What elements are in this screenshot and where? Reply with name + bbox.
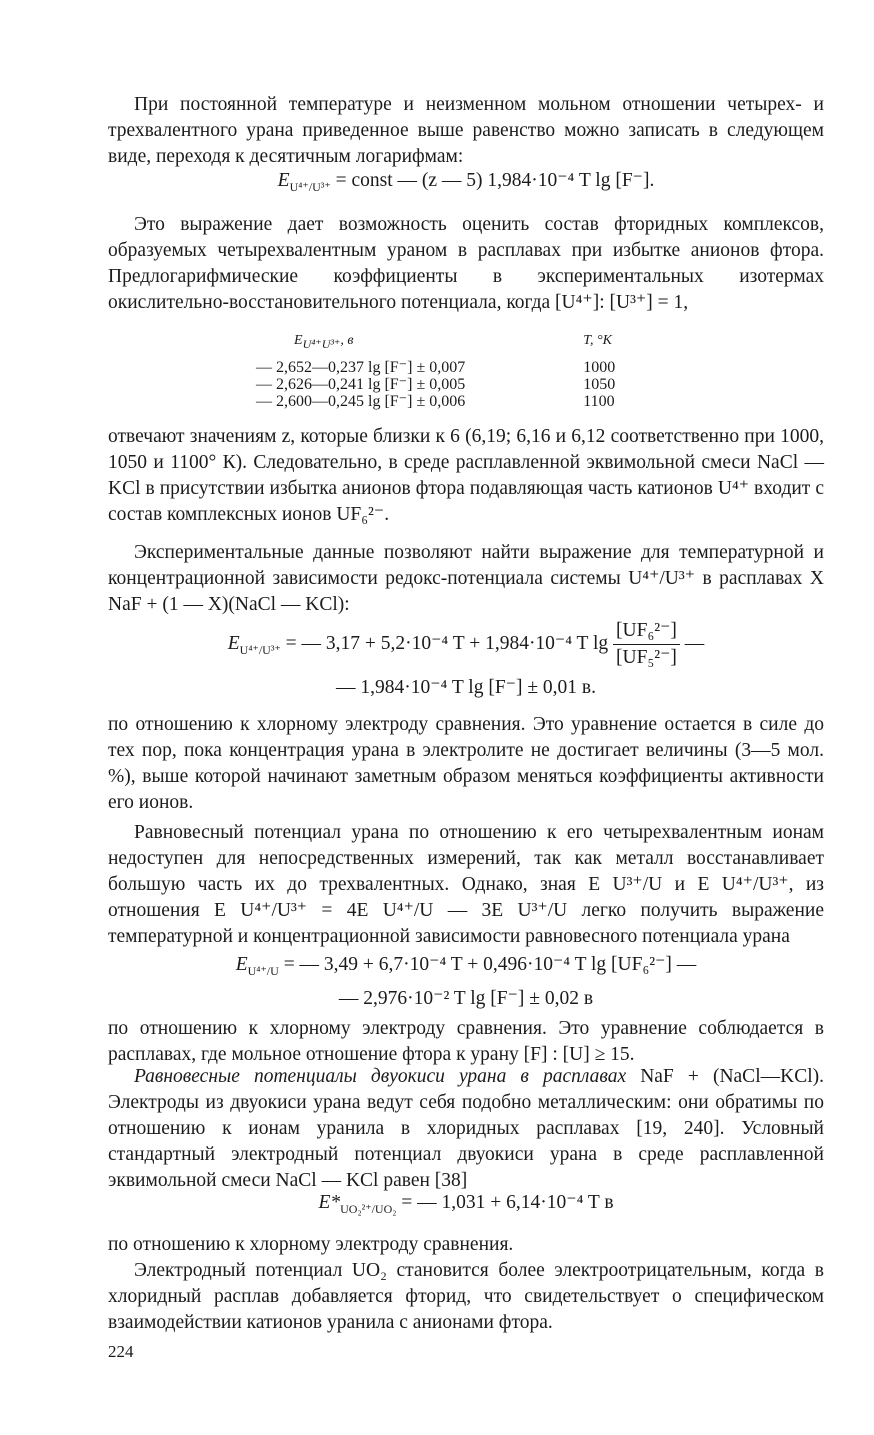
table-header-potential: $E_{U^{4+}U^{3+}}$, в [294, 333, 354, 351]
isotherm-table-block [108, 332, 824, 410]
isotherm-table [256, 332, 615, 410]
paragraph-7-block [108, 1016, 824, 1068]
equation-2-line-2: — 1,984·10⁻⁴ T lg [F⁻] ± 0,01 в. [336, 677, 596, 698]
paragraph-4: Экспериментальные данные позволяют найти выражение для температурной и концентрационной зависимости редокс-потенциала системы U⁴⁺/U³⁺ в расплавах X NaF + (1 — X)(NaCl — KCl): [108, 542, 824, 615]
paragraph-3: отвечают значениям z, которые близки к 6 (6,19; 6,16 и 6,12 соответственно при 1000, 1050 и 1100° К). Следовательно, в среде расплавленной эквимольной смеси NaCl — KCl в присутствии избытка анионов фтора подавляющая часть катионов U⁴⁺ входит с состав комплексных ионов UF₆²⁻. [108, 426, 824, 525]
paragraph-9: по отношению к хлорному электроду сравнения. [108, 1234, 514, 1255]
paragraph-10: Электродный потенциал UO₂ становится более электроотрицательным, когда в хлоридный расплав добавляется фторид, что свидетельствует о специфическом взаимодействии катионов уранила с анионами фтора. [108, 1260, 824, 1333]
table-header-row [256, 332, 615, 359]
paragraph-5-block [108, 712, 824, 816]
table-cell-expr: — 2,652—0,237 lg [F⁻] ± 0,007 [256, 359, 466, 376]
equation-3-line-2: — 2,976·10⁻² T lg [F⁻] ± 0,02 в [338, 988, 594, 1009]
eq1-rhs: = const — (z — 5) 1,984·10⁻⁴ T lg [F⁻]. [330, 170, 655, 191]
paragraph-8-block [108, 1064, 824, 1194]
paragraph-1: При постоянной температуре и неизменном мольном отношении четырех- и трехвалентного урана приведенное выше равенство можно записать в следующем виде, переходя к десятичным логарифмам: [108, 94, 824, 167]
paragraph-2: Это выражение дает возможность оценить состав фторидных комплексов, образуемых четырехвалентным ураном в расплавах при избытке анионов фтора. Предлогарифмические коэффициенты в экспериментальных изотермах окислительно-восстановительного потенциала, когда [U⁴⁺]: [U³⁺] = 1, [108, 214, 824, 313]
equation-4: $E*_{UO_2^{2+}/UO_2}$ = — 1,031 + 6,14·10⁻⁴ T в [318, 1192, 614, 1216]
table-cell-expr: — 2,626—0,241 lg [F⁻] ± 0,005 [256, 376, 466, 393]
section-run-in-heading: Равновесные потенциалы двуокиси урана в расплавах [134, 1066, 627, 1087]
equation-1 [108, 168, 824, 194]
paragraph-1-block [108, 92, 824, 170]
table-cell-temp: 1000 [583, 359, 616, 376]
table-cell-temp: 1100 [583, 393, 615, 410]
equation-1-block [108, 168, 824, 194]
paragraph-6-block [108, 820, 824, 950]
table-row [256, 359, 615, 376]
paragraph-3-block [108, 424, 824, 528]
paragraph-4-block [108, 540, 824, 618]
eq2-fraction: $\frac{\text{[UF₆²⁻]}}{\text{[UF₅²⁻]}}$ [613, 618, 680, 671]
paragraph-9-block [108, 1232, 824, 1258]
table-row [256, 376, 615, 393]
table-header-temperature: T, °K [583, 333, 612, 348]
table-cell-temp: 1050 [583, 376, 616, 393]
paragraph-5: по отношению к хлорному электроду сравнения. Это уравнение остается в силе до тех пор, пока концентрация урана в электролите не достигает величины (3—5 мол. %), выше которой начинают заметным образом меняться коэффициенты активности его ионов. [108, 714, 824, 813]
table-cell-expr: — 2,600—0,245 lg [F⁻] ± 0,006 [256, 393, 466, 410]
equation-4-block [108, 1190, 824, 1216]
table-row [256, 393, 615, 410]
paragraph-7: по отношению к хлорному электроду сравнения. Это уравнение соблюдается в расплавах, где мольное отношение фтора к урану [F] : [U] ≥ 15. [108, 1018, 824, 1065]
eq1-lhs-sub: U⁴⁺/U³⁺ [289, 179, 331, 194]
paragraph-10-block [108, 1258, 824, 1336]
equation-3: $E_{U^{4+}/U}$ = — 3,49 + 6,7·10⁻⁴ T + 0,496·10⁻⁴ T lg [UF₆²⁻] — [235, 954, 697, 978]
equation-2-block [108, 618, 824, 701]
equation-3-block [108, 952, 824, 1012]
paragraph-2-block [108, 212, 824, 316]
equation-2: $E_{U^{4+}/U^{3+}}$ = — 3,17 + 5,2·10⁻⁴ T + 1,984·10⁻⁴ T lg $\frac{\text{[UF₆²⁻]}}{\text{[UF₅²⁻]}}$ — [108, 618, 824, 671]
eq1-lhs: E [277, 170, 290, 191]
page-number: 224 [108, 1342, 134, 1361]
paragraph-8: Равновесные потенциалы двуокиси урана в расплавах NaF + (NaCl—KCl). Электроды из двуокиси урана ведут себя подобно металлическим: они обратимы по отношению к ионам уранила в хлоридных расплавах [19, 240]. Условный стандартный электродный потенциал двуокиси урана в среде расплавленной эквимольной смеси NaCl — KCl равен [38] [108, 1066, 824, 1191]
paragraph-6: Равновесный потенциал урана по отношению к его четырехвалентным ионам недоступен для непосредственных измерений, так как металл восстанавливает большую часть их до трехвалентных. Однако, зная E U³⁺/U и E U⁴⁺/U³⁺, из отношения E U⁴⁺/U³⁺ = 4E U⁴⁺/U — 3E U³⁺/U легко получить выражение температурной и концентрационной зависимости равновесного потенциала урана [108, 822, 824, 947]
